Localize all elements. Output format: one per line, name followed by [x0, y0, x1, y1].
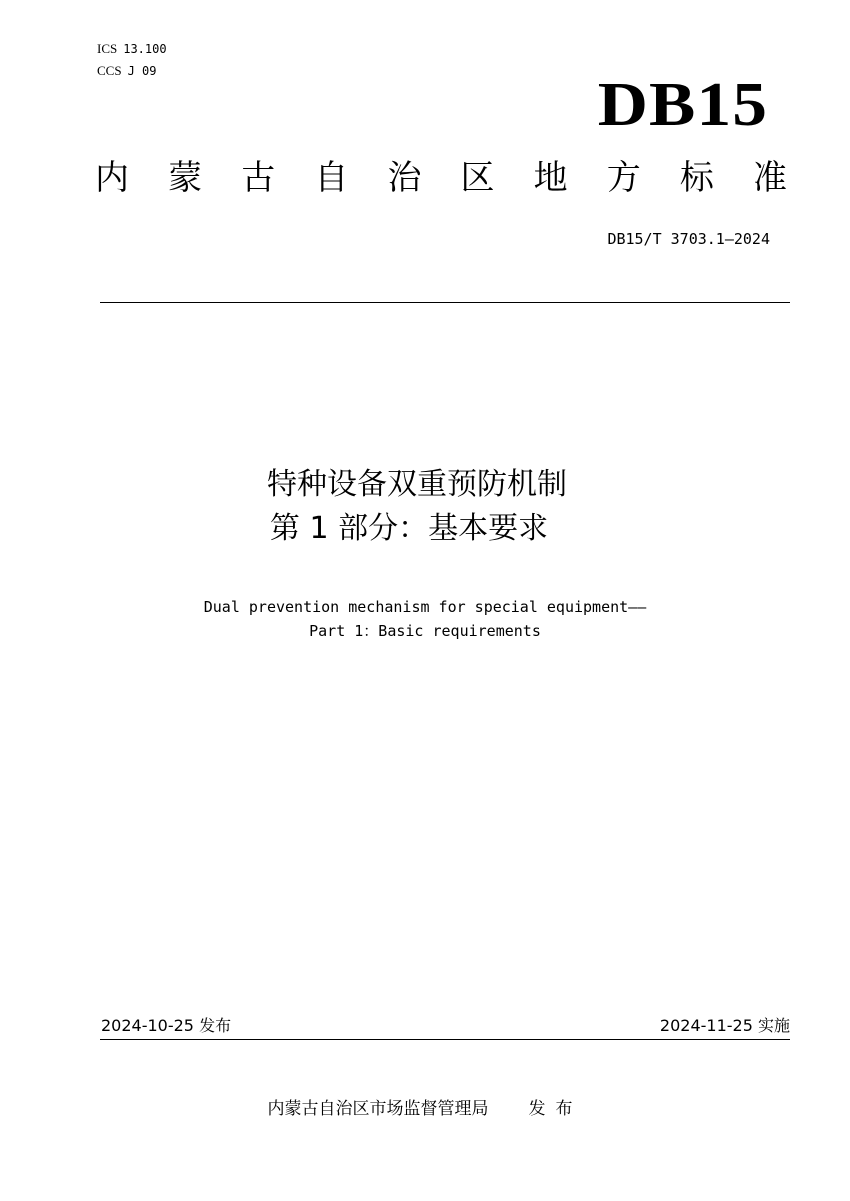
ics-code: 13.100 — [123, 42, 167, 56]
standard-type-char: 自 — [314, 158, 349, 198]
ics-classification — [97, 41, 167, 57]
ics-label: ICS — [97, 41, 118, 56]
footer-divider — [100, 1039, 790, 1040]
standard-type-char: 古 — [241, 158, 276, 198]
standard-type-char: 治 — [387, 158, 422, 198]
chinese-title-line-1: 特种设备双重预防机制 — [267, 467, 567, 502]
standard-type-char: 准 — [752, 158, 787, 198]
standard-type-char: 地 — [533, 158, 568, 198]
standard-type-char: 标 — [679, 158, 714, 198]
header-divider — [100, 302, 790, 303]
implementation-date: 2024-11-25 实施 — [659, 1016, 790, 1035]
issuer-name: 内蒙古自治区市场监督管理局 — [267, 1099, 489, 1119]
db15-logo: DB15 — [597, 71, 768, 139]
english-title-line-1: Dual prevention mechanism for special equipment—— — [203, 598, 647, 616]
chinese-title — [0, 465, 850, 549]
chinese-title-line-2: 第 1 部分：基本要求 — [269, 511, 549, 546]
standard-type-char: 区 — [460, 158, 495, 198]
standard-type-char: 内 — [95, 158, 129, 198]
standard-type-title — [95, 158, 787, 198]
issue-label: 发布 — [528, 1099, 583, 1119]
english-title — [0, 595, 850, 643]
standard-type-char: 方 — [606, 158, 641, 198]
english-title-line-2: Part 1：Basic requirements — [309, 622, 541, 640]
ccs-code: J 09 — [127, 64, 157, 78]
ccs-classification — [97, 63, 156, 79]
standard-type-char: 蒙 — [168, 158, 203, 198]
publish-date: 2024-10-25 发布 — [101, 1016, 232, 1035]
ccs-label: CCS — [97, 63, 122, 78]
issuing-authority — [0, 1097, 850, 1121]
standard-number: DB15/T 3703.1—2024 — [607, 230, 770, 248]
